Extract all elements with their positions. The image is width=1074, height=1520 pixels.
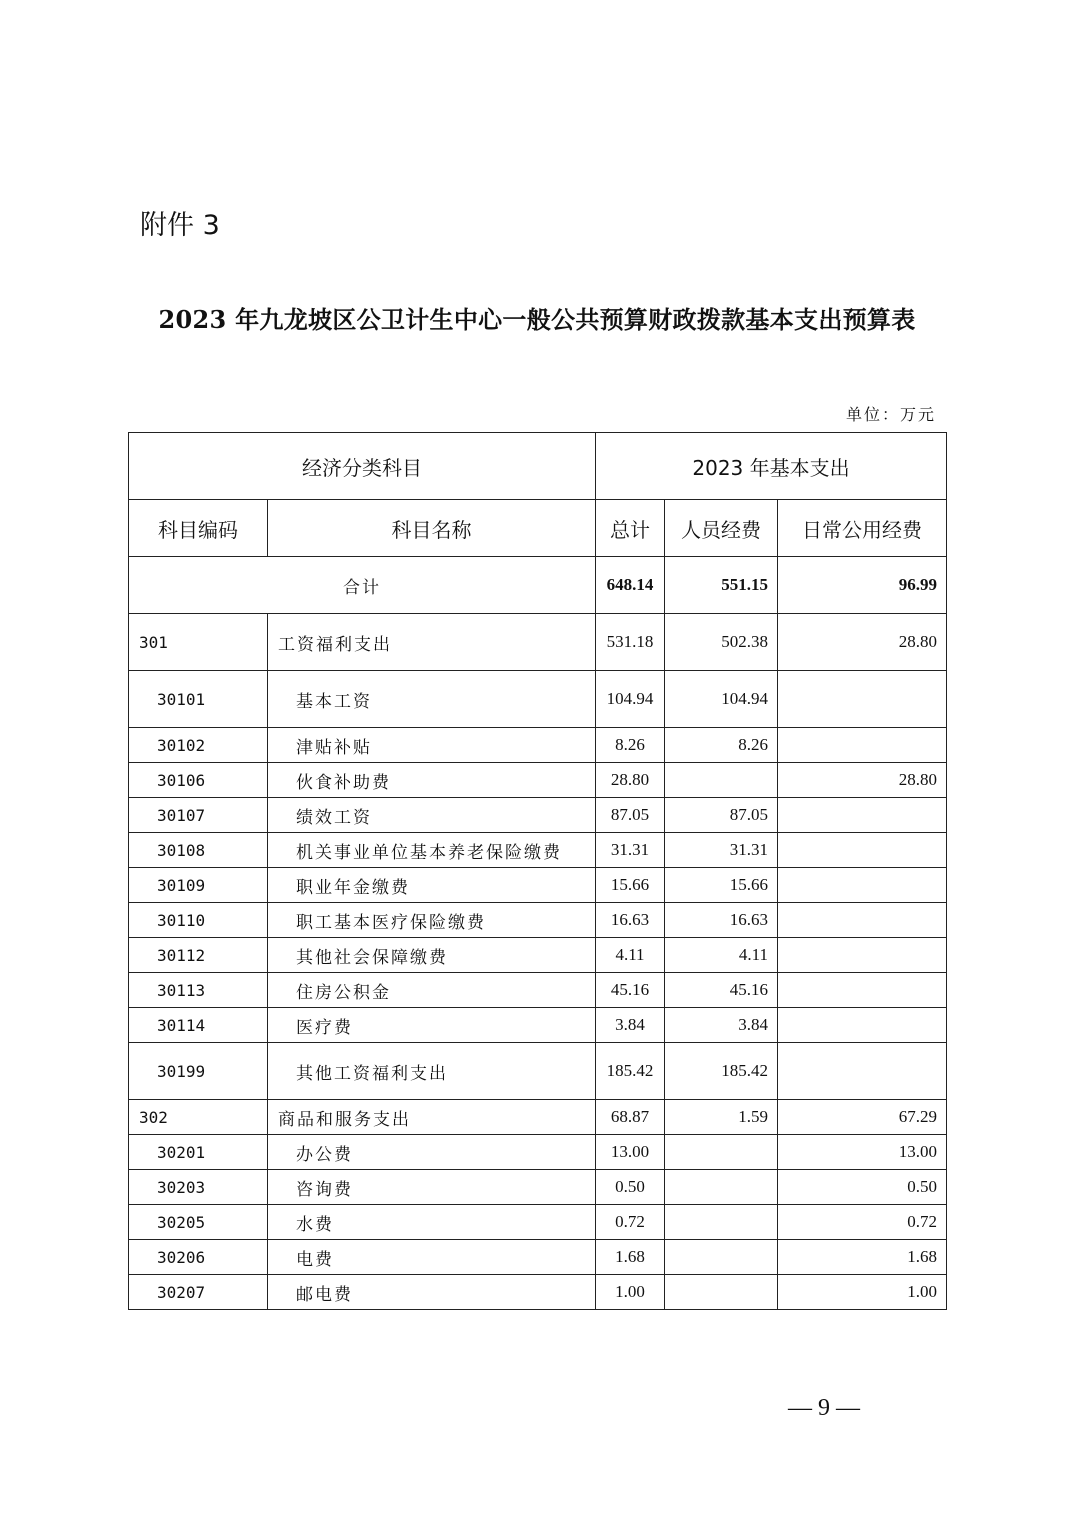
table-row: [129, 1275, 947, 1310]
row-public: [778, 833, 947, 868]
page-number: — 9 —: [788, 1395, 860, 1421]
row-public: [778, 671, 947, 728]
row-personnel: 8.26: [665, 728, 778, 763]
row-total: 4.11: [596, 938, 665, 973]
table-row: [129, 868, 947, 903]
row-name: 其他社会保障缴费: [268, 938, 596, 973]
table-row: [129, 1240, 947, 1275]
document-title: 2023 年九龙坡区公卫计生中心一般公共预算财政拨款基本支出预算表: [158, 305, 916, 334]
table-row: [129, 1205, 947, 1240]
table-row: [129, 763, 947, 798]
row-total: 1.68: [596, 1240, 665, 1275]
total-total: 648.14: [596, 557, 665, 614]
row-total: 15.66: [596, 868, 665, 903]
row-code: 30112: [129, 938, 268, 973]
table-row: [129, 798, 947, 833]
row-code: 30110: [129, 903, 268, 938]
row-name: 绩效工资: [268, 798, 596, 833]
row-code: 30108: [129, 833, 268, 868]
row-code: 302: [129, 1100, 268, 1135]
row-personnel: [665, 1275, 778, 1310]
row-personnel: [665, 1170, 778, 1205]
row-public: 67.29: [778, 1100, 947, 1135]
attachment-label: 附件 3: [140, 210, 220, 241]
row-name: 办公费: [268, 1135, 596, 1170]
row-personnel: 87.05: [665, 798, 778, 833]
row-public: [778, 938, 947, 973]
header-public: 日常公用经费: [778, 500, 947, 557]
unit-label: 单位：万元: [845, 405, 936, 424]
table-row: [129, 1135, 947, 1170]
row-personnel: 4.11: [665, 938, 778, 973]
row-code: 30205: [129, 1205, 268, 1240]
row-code: 30206: [129, 1240, 268, 1275]
row-code: 30114: [129, 1008, 268, 1043]
row-total: 1.00: [596, 1275, 665, 1310]
row-total: 28.80: [596, 763, 665, 798]
table-row: [129, 614, 947, 671]
row-personnel: [665, 1205, 778, 1240]
row-name: 医疗费: [268, 1008, 596, 1043]
row-personnel: [665, 1240, 778, 1275]
header-economic-classification: 经济分类科目: [129, 433, 596, 500]
row-code: 30106: [129, 763, 268, 798]
row-personnel: 16.63: [665, 903, 778, 938]
row-personnel: 3.84: [665, 1008, 778, 1043]
row-total: 531.18: [596, 614, 665, 671]
total-public: 96.99: [778, 557, 947, 614]
row-code: 30109: [129, 868, 268, 903]
row-public: 1.68: [778, 1240, 947, 1275]
row-name: 基本工资: [268, 671, 596, 728]
total-row: [129, 557, 947, 614]
total-label: 合计: [129, 557, 596, 614]
table-row: [129, 833, 947, 868]
row-public: [778, 1043, 947, 1100]
row-name: 职业年金缴费: [268, 868, 596, 903]
row-public: 0.50: [778, 1170, 947, 1205]
row-personnel: 31.31: [665, 833, 778, 868]
row-name: 职工基本医疗保险缴费: [268, 903, 596, 938]
row-name: 咨询费: [268, 1170, 596, 1205]
row-public: [778, 903, 947, 938]
row-public: [778, 973, 947, 1008]
row-name: 水费: [268, 1205, 596, 1240]
header-subject-name: 科目名称: [268, 500, 596, 557]
header-total: 总计: [596, 500, 665, 557]
row-code: 30207: [129, 1275, 268, 1310]
table-row: [129, 938, 947, 973]
row-personnel: 15.66: [665, 868, 778, 903]
row-name: 邮电费: [268, 1275, 596, 1310]
row-total: 45.16: [596, 973, 665, 1008]
row-code: 30107: [129, 798, 268, 833]
row-total: 13.00: [596, 1135, 665, 1170]
table-row: [129, 728, 947, 763]
row-total: 185.42: [596, 1043, 665, 1100]
row-name: 机关事业单位基本养老保险缴费: [268, 833, 596, 868]
row-public: 0.72: [778, 1205, 947, 1240]
row-personnel: [665, 1135, 778, 1170]
row-personnel: 45.16: [665, 973, 778, 1008]
table-row: [129, 671, 947, 728]
row-public: [778, 1008, 947, 1043]
header-subject-code: 科目编码: [129, 500, 268, 557]
table-row: [129, 1170, 947, 1205]
row-total: 31.31: [596, 833, 665, 868]
row-total: 0.72: [596, 1205, 665, 1240]
table-row: [129, 1043, 947, 1100]
total-personnel: 551.15: [665, 557, 778, 614]
table-row: [129, 1008, 947, 1043]
table-row: [129, 903, 947, 938]
row-public: 28.80: [778, 763, 947, 798]
row-personnel: 185.42: [665, 1043, 778, 1100]
table-group-header-row: [129, 433, 947, 500]
row-code: 301: [129, 614, 268, 671]
row-personnel: 1.59: [665, 1100, 778, 1135]
table-row: [129, 973, 947, 1008]
table-column-header-row: [129, 500, 947, 557]
budget-table: [128, 432, 947, 1310]
row-public: 13.00: [778, 1135, 947, 1170]
row-total: 8.26: [596, 728, 665, 763]
header-basic-expenditure: 2023 年基本支出: [596, 433, 947, 500]
row-total: 16.63: [596, 903, 665, 938]
row-total: 68.87: [596, 1100, 665, 1135]
row-total: 0.50: [596, 1170, 665, 1205]
row-total: 3.84: [596, 1008, 665, 1043]
row-code: 30113: [129, 973, 268, 1008]
row-name: 商品和服务支出: [268, 1100, 596, 1135]
row-name: 津贴补贴: [268, 728, 596, 763]
row-total: 87.05: [596, 798, 665, 833]
header-personnel: 人员经费: [665, 500, 778, 557]
row-name: 工资福利支出: [268, 614, 596, 671]
row-code: 30101: [129, 671, 268, 728]
row-public: [778, 798, 947, 833]
row-personnel: [665, 763, 778, 798]
row-name: 电费: [268, 1240, 596, 1275]
row-code: 30102: [129, 728, 268, 763]
row-code: 30201: [129, 1135, 268, 1170]
row-name: 其他工资福利支出: [268, 1043, 596, 1100]
row-public: [778, 728, 947, 763]
row-code: 30199: [129, 1043, 268, 1100]
row-personnel: 502.38: [665, 614, 778, 671]
table-row: [129, 1100, 947, 1135]
row-public: 1.00: [778, 1275, 947, 1310]
row-total: 104.94: [596, 671, 665, 728]
row-name: 伙食补助费: [268, 763, 596, 798]
row-code: 30203: [129, 1170, 268, 1205]
row-name: 住房公积金: [268, 973, 596, 1008]
row-public: [778, 868, 947, 903]
row-personnel: 104.94: [665, 671, 778, 728]
row-public: 28.80: [778, 614, 947, 671]
